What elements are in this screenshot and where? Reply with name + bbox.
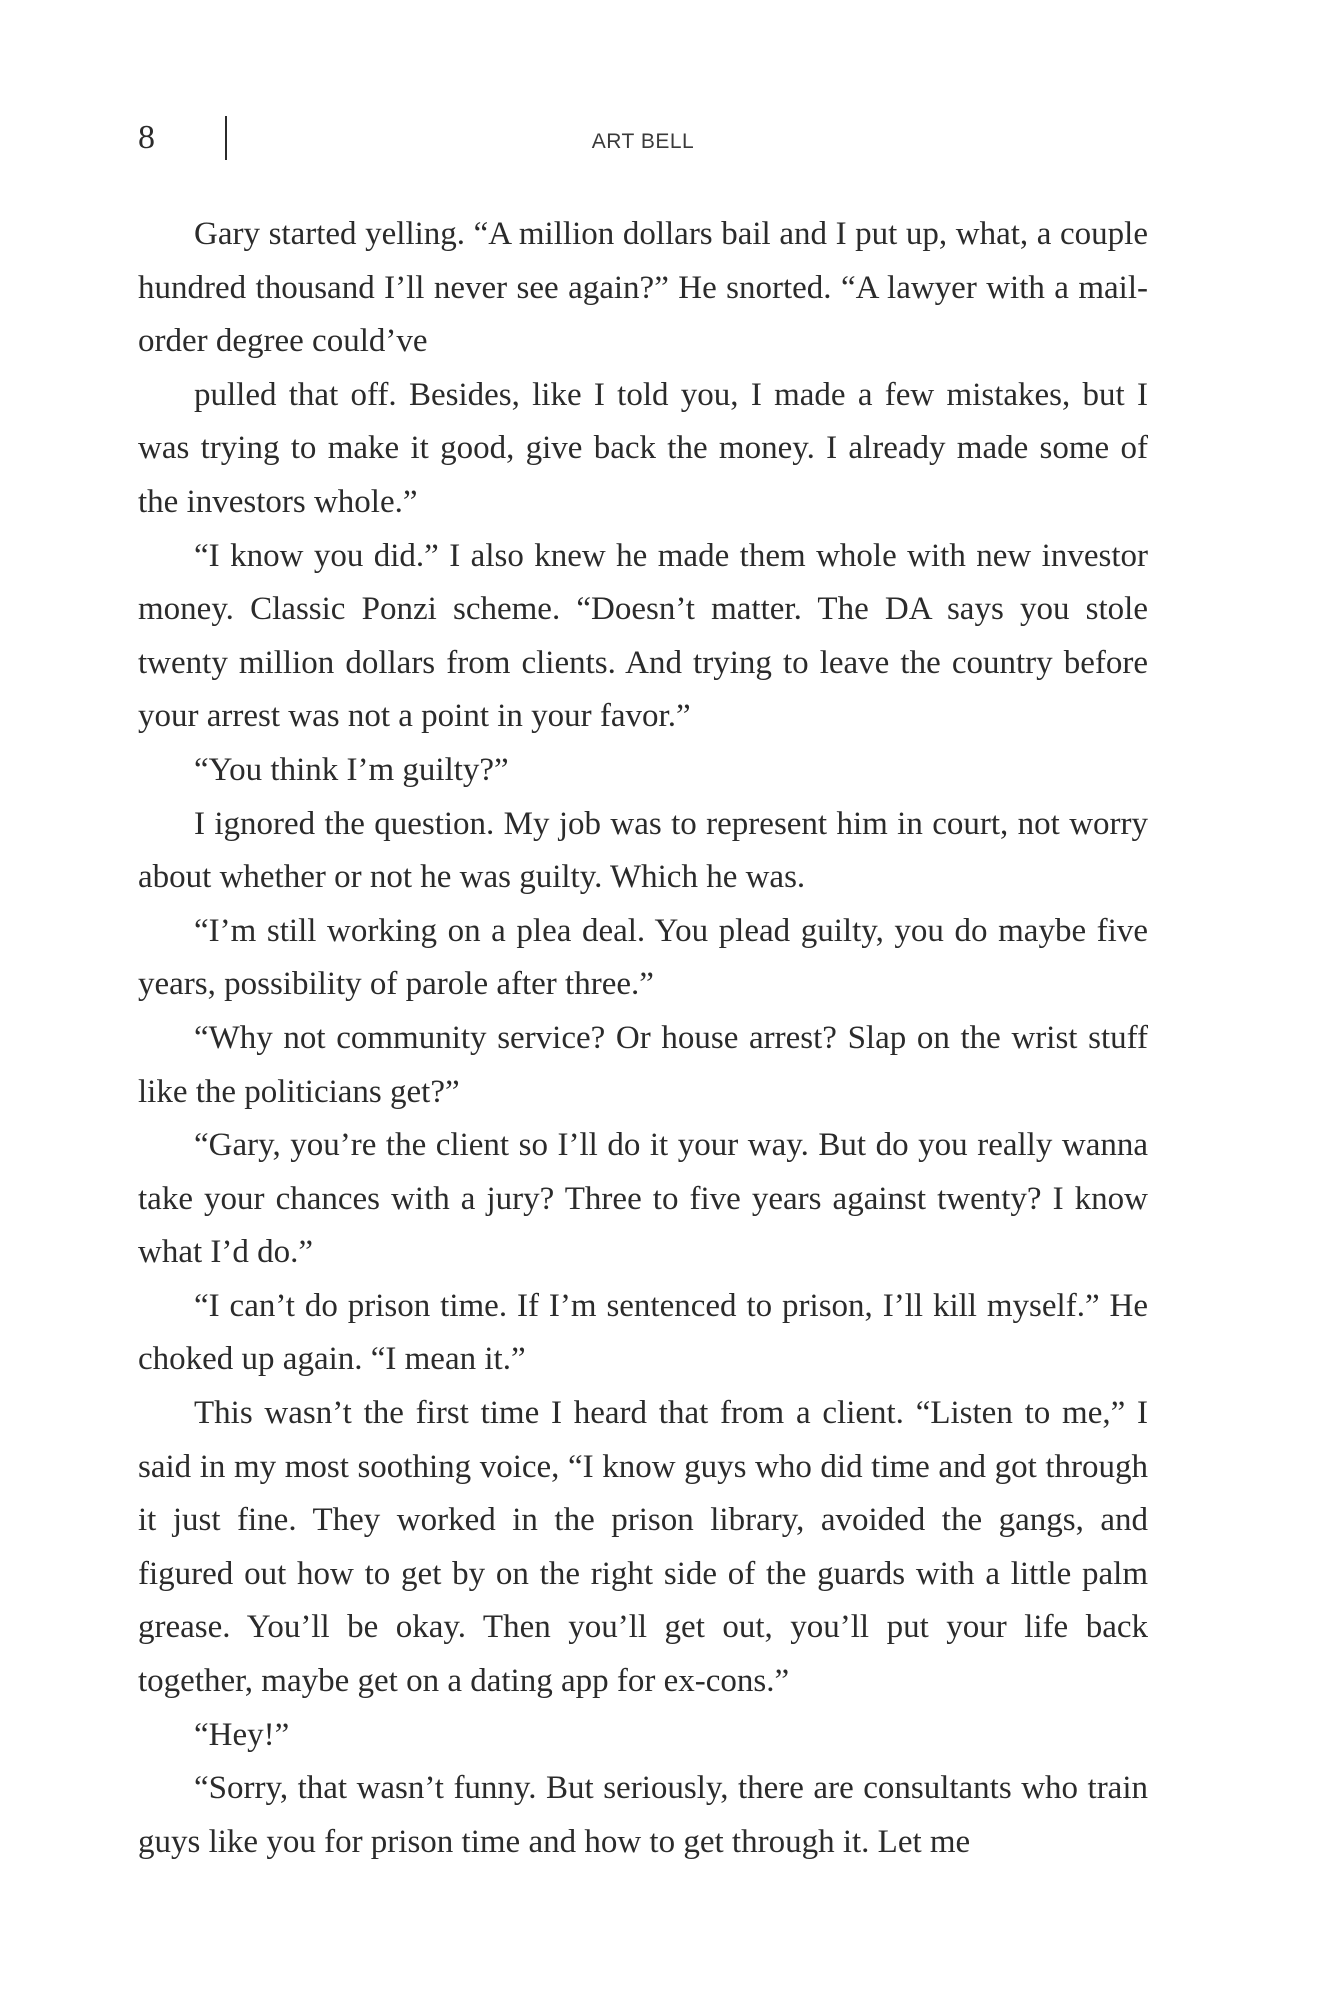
running-title: ART BELL	[591, 130, 695, 153]
running-head	[138, 116, 1148, 176]
paragraph: “Why not community service? Or house arrest? Slap on the wrist stuff like the politicians get?”	[138, 1019, 1148, 1110]
paragraph: Gary started yelling. “A million dollars bail and I put up, what, a couple hundred thousand I’ll never see again?” He snorted. “A lawyer with a mail-order degree could’ve	[138, 216, 1148, 360]
page-number: 8	[138, 119, 155, 156]
paragraph: This wasn’t the first time I heard that from a client. “Listen to me,” I said in my most soothing voice, “I know guys who did time and got through it just fine. They worked in the prison library, avoided the gangs, and figured out how to get by on the right side of the guards with a little palm grease. You’ll be okay. Then you’ll get out, you’ll put your life back together, maybe get on a dating app for ex-cons.”	[138, 1395, 1148, 1700]
paragraph: “I’m still working on a plea deal. You plead guilty, you do maybe five years, possibility of parole after three.”	[138, 912, 1148, 1003]
paragraph: pulled that off. Besides, like I told you, I made a few mistakes, but I was trying to make it good, give back the money. I already made some of the investors whole.”	[138, 376, 1148, 520]
paragraph: “Sorry, that wasn’t funny. But seriously, there are consultants who train guys like you for prison time and how to get through it. Let me	[138, 1770, 1148, 1860]
paragraph: “I know you did.” I also knew he made them whole with new investor money. Classic Ponzi scheme. “Doesn’t matter. The DA says you stole twenty million dollars from clients. And trying to leave the country before your arrest was not a point in your favor.”	[138, 537, 1148, 735]
paragraph: I ignored the question. My job was to represent him in court, not worry about whether or not he was guilty. Which he was.	[138, 805, 1148, 896]
paragraph: “Gary, you’re the client so I’ll do it your way. But do you really wanna take your chances with a jury? Three to five years against twenty? I know what I’d do.”	[138, 1127, 1148, 1271]
body-text	[138, 208, 1148, 1869]
paragraph: “Hey!”	[194, 1716, 290, 1753]
paragraph: “You think I’m guilty?”	[194, 751, 509, 788]
paragraph: “I can’t do prison time. If I’m sentenced to prison, I’ll kill myself.” He choked up again. “I mean it.”	[138, 1287, 1148, 1378]
